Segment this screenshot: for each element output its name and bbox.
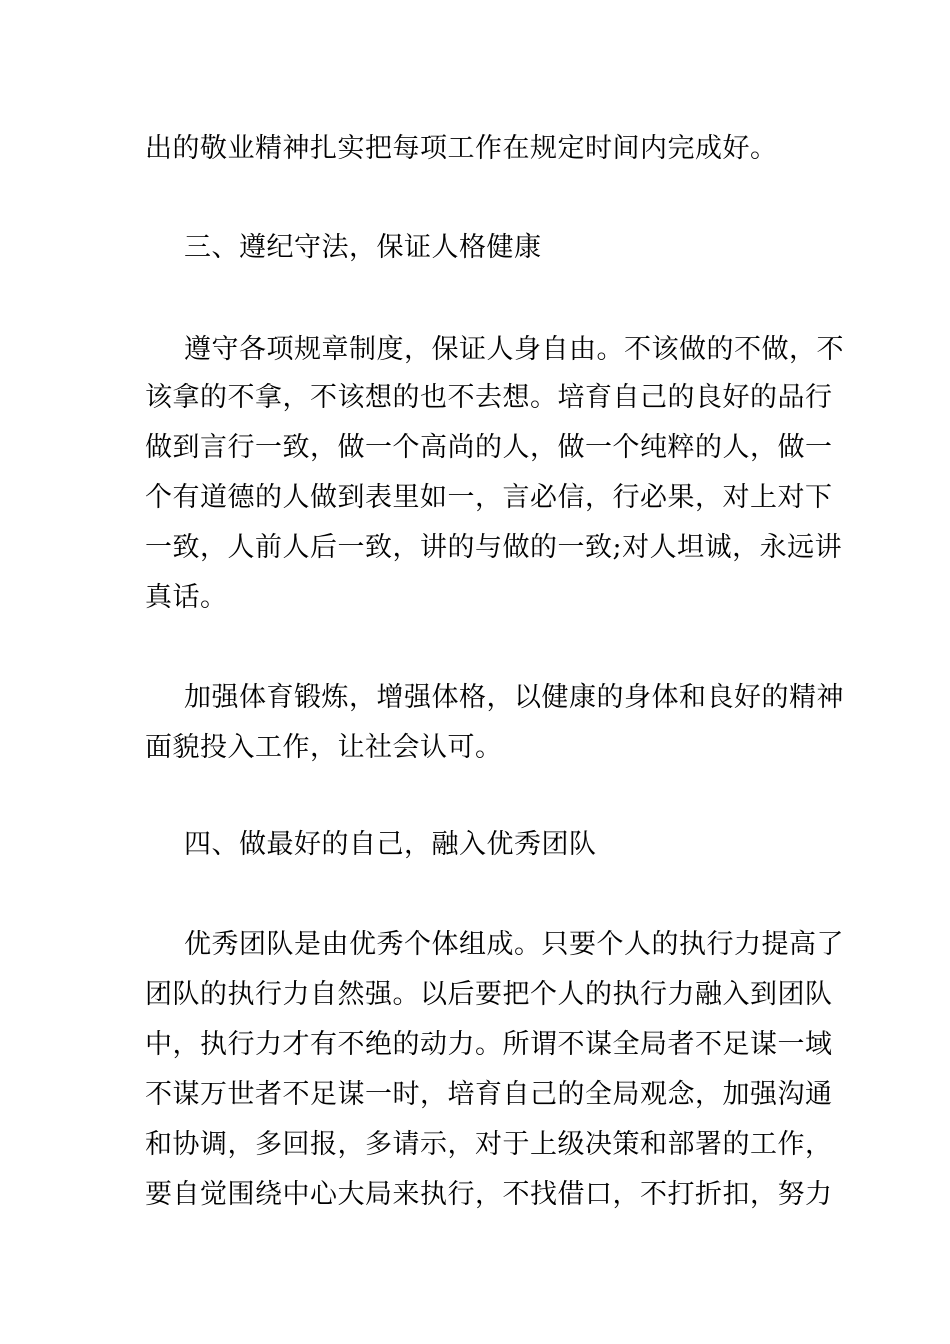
- text-line: 该拿的不拿，不该想的也不去想。培育自己的良好的品行: [145, 382, 833, 413]
- text-line: 优秀团队是由优秀个体组成。只要个人的执行力提高了: [184, 929, 844, 960]
- section-heading: 三、遵纪守法，保证人格健康: [184, 232, 542, 263]
- text-line: 一致，人前人后一致，讲的与做的一致;对人坦诚，永远讲: [145, 532, 843, 563]
- text-line: 做到言行一致，做一个高尚的人，做一个纯粹的人，做一: [145, 432, 833, 463]
- text-line: 中，执行力才有不绝的动力。所谓不谋全局者不足谋一域: [145, 1029, 833, 1060]
- text-line: 个有道德的人做到表里如一，言必信，行必果，对上对下: [145, 482, 833, 513]
- text-line: 加强体育锻炼，增强体格，以健康的身体和良好的精神: [184, 682, 844, 713]
- text-line: 和协调，多回报，多请示，对于上级决策和部署的工作，: [145, 1129, 833, 1160]
- text-line: 团队的执行力自然强。以后要把个人的执行力融入到团队: [145, 979, 833, 1010]
- text-line: 出的敬业精神扎实把每项工作在规定时间内完成好。: [145, 133, 778, 164]
- text-line: 真话。: [145, 582, 228, 613]
- section-heading: 四、做最好的自己，融入优秀团队: [184, 829, 597, 860]
- text-line: 遵守各项规章制度，保证人身自由。不该做的不做，不: [184, 334, 844, 365]
- text-line: 要自觉围绕中心大局来执行，不找借口，不打折扣，努力: [145, 1179, 833, 1210]
- text-line: 不谋万世者不足谋一时，培育自己的全局观念，加强沟通: [145, 1079, 833, 1110]
- text-line: 面貌投入工作，让社会认可。: [145, 732, 503, 763]
